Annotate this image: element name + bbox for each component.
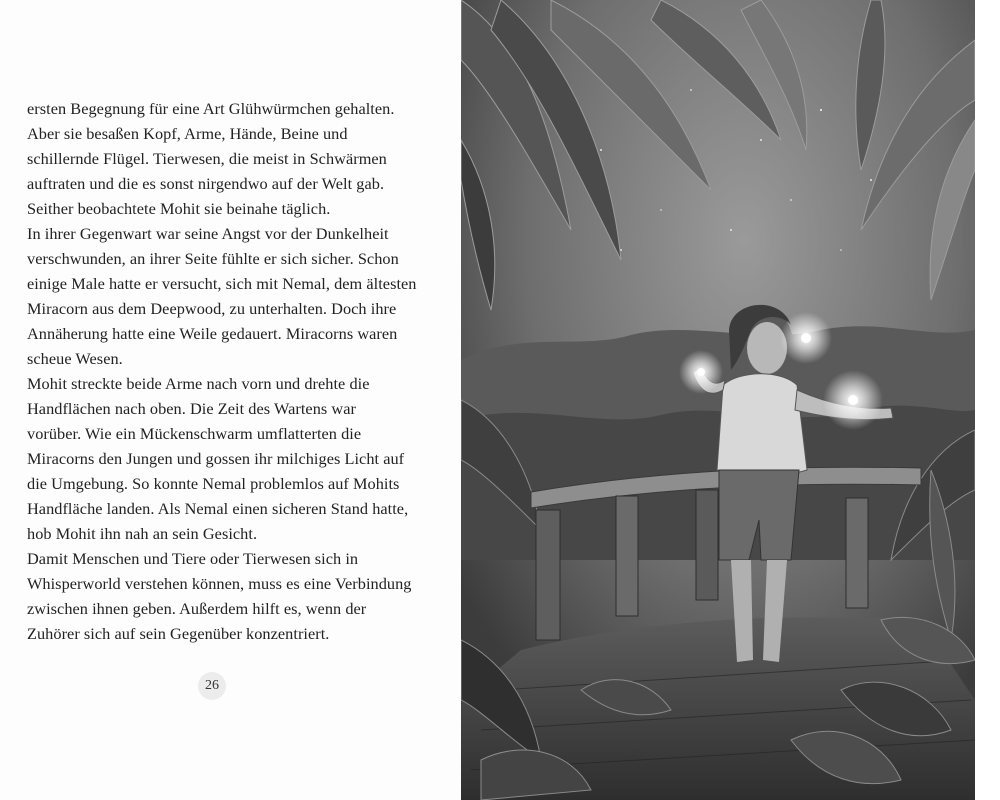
text-line: Handfläche landen. Als Nemal einen sicheren Stand hatte,	[27, 499, 409, 518]
text-line: In ihrer Gegenwart war seine Angst vor der Dunkelheit	[27, 224, 389, 243]
text-line: die Umgebung. So konnte Nemal problemlos auf Mohits	[27, 474, 400, 493]
text-line: Zuhörer sich auf sein Gegenüber konzentriert.	[27, 624, 330, 643]
left-text-page	[0, 0, 461, 800]
text-line: auftraten und die es sonst nirgendwo auf der Welt gab.	[27, 174, 385, 193]
chapter-illustration	[461, 0, 975, 800]
page-number: 26	[198, 672, 226, 700]
body-text	[27, 96, 447, 646]
text-line: vorüber. Wie ein Mückenschwarm umflatterten die	[27, 424, 362, 443]
page-edge-margin	[975, 0, 1000, 800]
text-line: Handflächen nach oben. Die Zeit des Wartens war	[27, 399, 356, 418]
text-line: hob Mohit ihn nah an sein Gesicht.	[27, 524, 258, 543]
text-line: Damit Menschen und Tiere oder Tierwesen sich in	[27, 549, 359, 568]
text-line: scheue Wesen.	[27, 349, 123, 368]
text-line: Whisperworld verstehen können, muss es eine Verbindung	[27, 574, 412, 593]
text-line: schillernde Flügel. Tierwesen, die meist in Schwärmen	[27, 149, 387, 168]
text-line: Miracorns den Jungen und gossen ihr milchiges Licht auf	[27, 449, 405, 468]
text-line: Miracorn aus dem Deepwood, zu unterhalten. Doch ihre	[27, 299, 397, 318]
text-line: ersten Begegnung für eine Art Glühwürmchen gehalten.	[27, 99, 395, 118]
text-line: Seither beobachtete Mohit sie beinahe täglich.	[27, 199, 331, 218]
text-line: Aber sie besaßen Kopf, Arme, Hände, Beine und	[27, 124, 348, 143]
text-line: einige Male hatte er versucht, sich mit Nemal, dem ältesten	[27, 274, 417, 293]
text-line: verschwunden, an ihrer Seite fühlte er sich sicher. Schon	[27, 249, 399, 268]
text-line: Annäherung hatte eine Weile gedauert. Miracorns waren	[27, 324, 398, 343]
text-line: Mohit streckte beide Arme nach vorn und drehte die	[27, 374, 370, 393]
text-line: zwischen ihnen geben. Außerdem hilft es, wenn der	[27, 599, 367, 618]
